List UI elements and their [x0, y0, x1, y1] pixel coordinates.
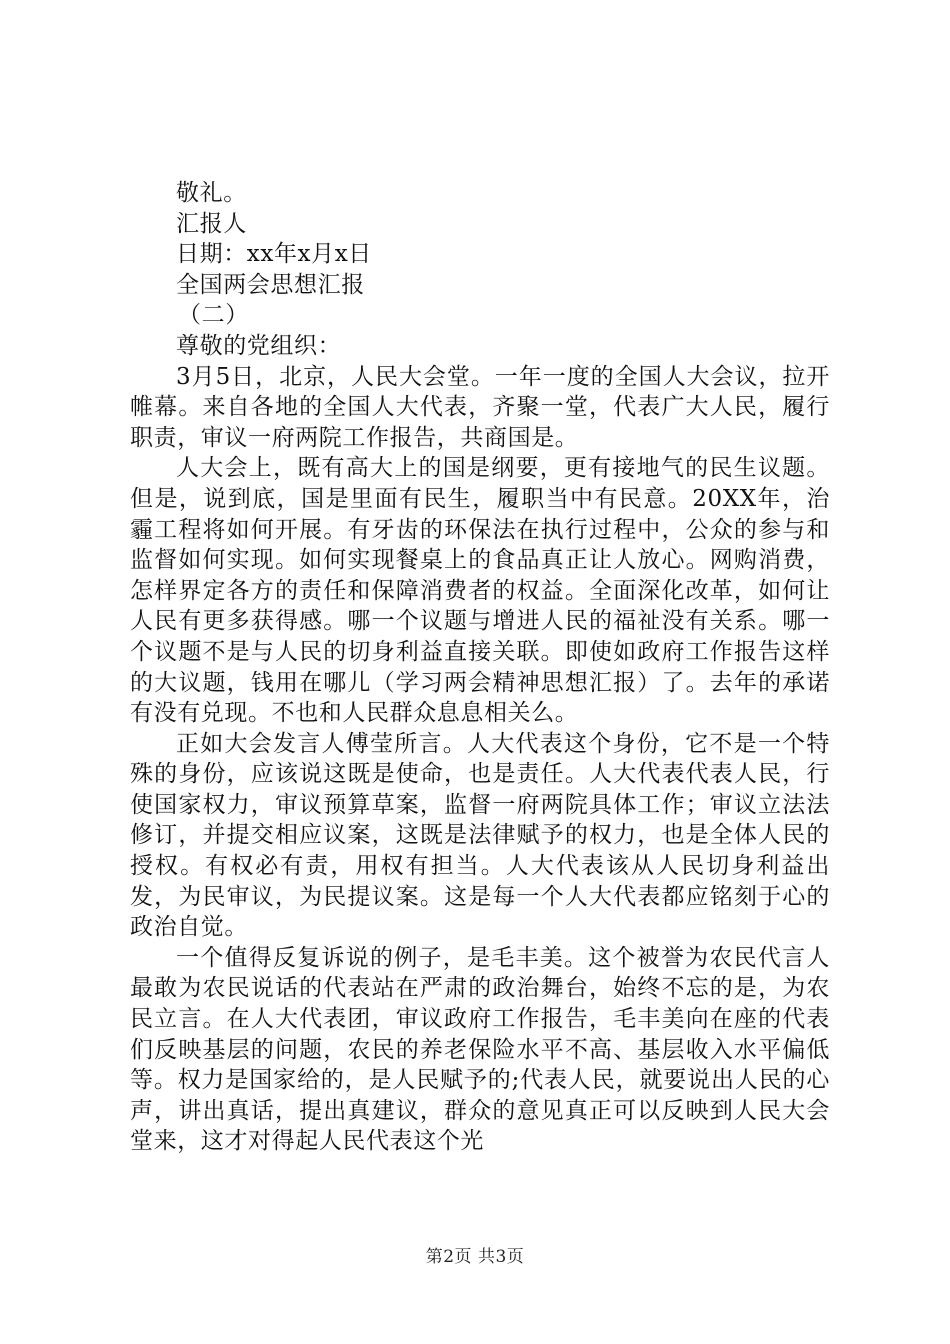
page-footer: 第2页 共3页	[425, 1247, 525, 1267]
closing-salute: 敬礼。	[176, 180, 247, 206]
paragraph-1: 3月5日，北京，人民大会堂。一年一度的全国人大会议，拉开帷幕。来自各地的全国人大代表，齐聚一堂，代表广大人民，履行职责，审议一府两院工作报告，共商国是。	[130, 363, 830, 451]
section-title: 全国两会思想汇报	[176, 271, 365, 298]
paragraph-4: 一个值得反复诉说的例子，是毛丰美。这个被誉为农民代言人最敢为农民说话的代表站在严肃的政治舞台，始终不忘的是，为农民立言。在人大代表团，审议政府工作报告，毛丰美向在座的代表们反映基层的问题，农民的养老保险水平不高、基层收入水平偏低等。权力是国家给的，是人民赋予的;代表人民，就要说出人民的心声，讲出真话，提出真建议，群众的意见真正可以反映到人民大会堂来，这才对得起人民代表这个光	[130, 944, 830, 1155]
salutation: 尊敬的党组织：	[176, 332, 342, 359]
reporter-label: 汇报人	[176, 210, 247, 237]
date-line: 日期：xx年x月x日	[176, 241, 372, 268]
paragraph-2: 人大会上，既有高大上的国是纲要，更有接地气的民生议题。但是，说到底，国是里面有民生，履职当中有民意。20XX年，治霾工程将如何开展。有牙齿的环保法在执行过程中，公众的参与和监督如何实现。如何实现餐桌上的食品真正让人放心。网购消费，怎样界定各方的责任和保障消费者的权益。全面深化改革，如何让人民有更多获得感。哪一个议题与增进人民的福祉没有关系。哪一个议题不是与人民的切身利益直接关联。即使如政府工作报告这样的大议题，钱用在哪儿（学习两会精神思想汇报）了。去年的承诺有没有兑现。不也和人民群众息息相关么。	[130, 455, 830, 727]
paragraph-3: 正如大会发言人傅莹所言。人大代表这个身份，它不是一个特殊的身份，应该说这既是使命，也是责任。人大代表代表人民，行使国家权力，审议预算草案，监督一府两院具体工作；审议立法法修订，并提交相应议案，这既是法律赋予的权力，也是全体人民的授权。有权必有责，用权有担当。人大代表该从人民切身利益出发，为民审议，为民提议案。这是每一个人大代表都应铭刻于心的政治自觉。	[130, 730, 830, 941]
document-body	[130, 178, 830, 1157]
section-number: （二）	[178, 302, 249, 329]
